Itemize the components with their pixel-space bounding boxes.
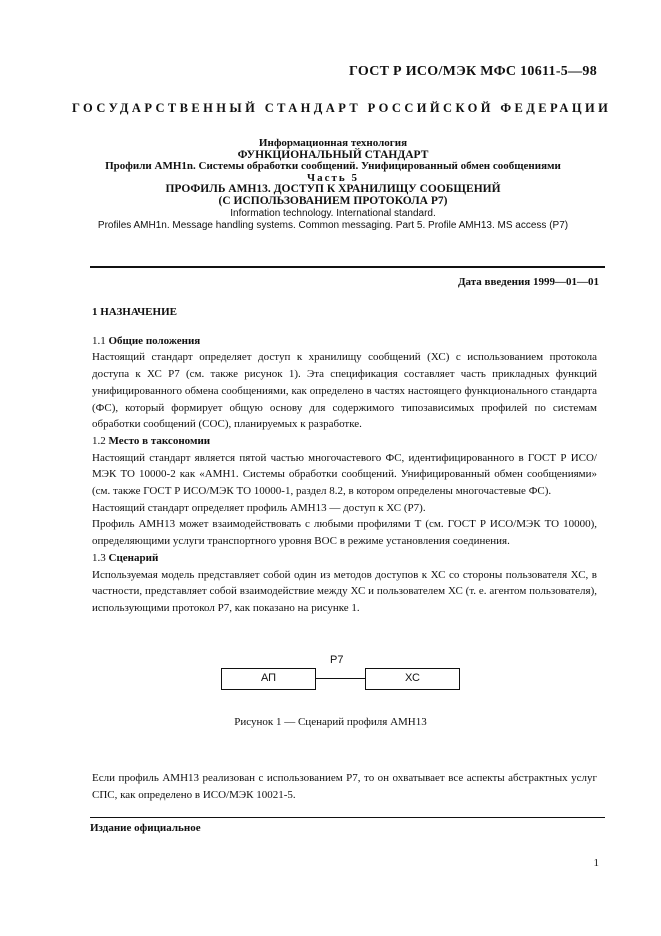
edition-note: Издание официальное	[90, 822, 201, 834]
subsection-1-3-heading	[92, 550, 597, 567]
section-heading: 1 НАЗНАЧЕНИЕ	[92, 306, 177, 318]
subsection-title: Место в таксономии	[108, 434, 211, 447]
subsection-number: 1.1	[92, 334, 109, 347]
title-english-2: Profiles AMH1n. Message handling systems. Common messaging. Part 5. Profile AMH13. MS access (P7)	[97, 219, 569, 231]
subsection-title: Общие положения	[108, 334, 201, 347]
title-line-1: Информационная технология	[258, 137, 408, 149]
subsection-title: Сценарий	[108, 551, 159, 564]
p7-connector-line	[316, 678, 365, 679]
paragraph: Профиль АМН13 может взаимодействовать с любыми профилями Т (см. ГОСТ Р ИСО/МЭК ТО 10000), определяющими услуги транспортного уровня ВОС в режиме установления соединения.	[92, 518, 597, 548]
p7-connector-label: Р7	[330, 654, 344, 666]
figure-1-diagram	[221, 656, 451, 702]
page-number: 1	[593, 857, 599, 869]
document-code: ГОСТ Р ИСО/МЭК МФС 10611-5—98	[348, 64, 597, 79]
main-content	[92, 304, 597, 617]
organization-banner: ГОСУДАРСТВЕННЫЙ СТАНДАРТ РОССИЙСКОЙ ФЕДЕРАЦИИ	[72, 101, 612, 115]
title-block	[60, 138, 606, 232]
paragraph: Настоящий стандарт определяет профиль АМН13 — доступ к ХС (Р7).	[92, 501, 426, 514]
message-store-box: ХС	[365, 668, 460, 690]
title-part: Часть 5	[307, 171, 359, 184]
paragraph: Настоящий стандарт определяет доступ к хранилищу сообщений (ХС) с использованием протокола доступа к ХС Р7 (см. также рисунок 1). Эта спецификация составляет часть прикладных функций унифицированного обмена сообщениями, как определено в частях настоящего функционального стандарта (ФС), который формирует общую основу для содержимого типозависимых профилей по системам обработки сообщений (СОС), планируемых к разработке.	[92, 351, 597, 431]
paragraph: Используемая модель представляет собой один из методов доступов к ХС со стороны пользователя ХС, в частности, представляет собой взаимодействие между ХС и пользователем ХС (т. е. агентом пользователя), использующими протокол Р7, как показано на рисунке 1.	[92, 568, 597, 614]
title-line-6: (С ИСПОЛЬЗОВАНИЕМ ПРОТОКОЛА Р7)	[218, 194, 448, 207]
title-english-1: Information technology. International standard.	[230, 207, 436, 219]
title-line-2: ФУНКЦИОНАЛЬНЫЙ СТАНДАРТ	[237, 148, 429, 161]
subsection-1-1-heading	[92, 333, 597, 350]
user-agent-box: АП	[221, 668, 316, 690]
figure-caption: Рисунок 1 — Сценарий профиля АМН13	[234, 716, 427, 728]
paragraph: Если профиль АМН13 реализован с использованием Р7, то он охватывает все аспекты абстрактных услуг СПС, как определено в ИСО/МЭК 10021-5.	[92, 772, 597, 801]
subsection-number: 1.3	[92, 551, 109, 564]
footer-divider	[90, 817, 605, 818]
subsection-1-2-heading	[92, 433, 597, 450]
subsection-number: 1.2	[92, 434, 109, 447]
paragraph: Настоящий стандарт является пятой частью многочастевого ФС, идентифицированного в ГОСТ Р ИСО/МЭК ТО 10000-2 как «АМН1. Системы обработки сообщений. Унифицированный обмен сообщениями» (см. также ГОСТ Р ИСО/МЭК ТО 10000-1, раздел 8.2, в котором определены многочастевые ФС).	[92, 451, 597, 498]
title-line-3: Профили АМН1n. Системы обработки сообщений. Унифицированный обмен сообщениями	[105, 160, 561, 173]
title-divider	[90, 266, 605, 268]
introduction-date: Дата введения 1999—01—01	[457, 276, 599, 288]
title-line-5: ПРОФИЛЬ АМН13. ДОСТУП К ХРАНИЛИЩУ СООБЩЕНИЙ	[165, 183, 501, 196]
